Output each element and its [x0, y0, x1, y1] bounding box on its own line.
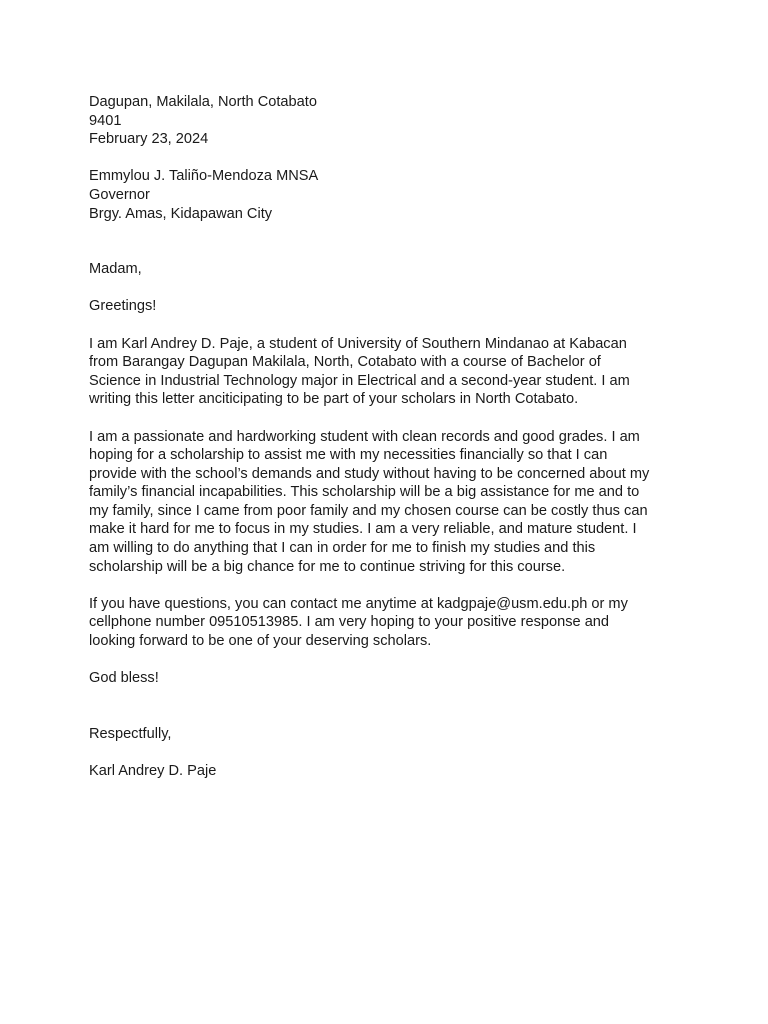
letter-date: February 23, 2024 — [89, 131, 209, 148]
greeting: Greetings! — [89, 298, 157, 315]
paragraph-line: from Barangay Dagupan Makilala, North, Cotabato with a course of Bachelor of — [89, 354, 601, 371]
sender-zip: 9401 — [89, 112, 122, 129]
paragraph-line: hoping for a scholarship to assist me with my necessities financially so that I can — [89, 447, 608, 464]
paragraph-contact — [89, 595, 679, 651]
paragraph-line: looking forward to be one of your deserving scholars. — [89, 633, 432, 650]
closing-blessing: God bless! — [89, 670, 159, 687]
recipient-name: Emmylou J. Taliño-Mendoza MNSA — [89, 168, 319, 185]
paragraph-line: I am a passionate and hardworking student with clean records and good grades. I am — [89, 428, 640, 445]
paragraph-introduction — [89, 335, 679, 409]
paragraph-line: provide with the school’s demands and study without having to be concerned about my — [89, 465, 650, 482]
paragraph-motivation — [89, 428, 679, 577]
paragraph-line: Science in Industrial Technology major in Electrical and a second-year student. I am — [89, 372, 630, 389]
recipient-title: Governor — [89, 186, 150, 203]
paragraph-line: make it hard for me to focus in my studies. I am a very reliable, and mature student. I — [89, 521, 637, 538]
closing: Respectfully, — [89, 725, 172, 742]
recipient-address: Brgy. Amas, Kidapawan City — [89, 205, 273, 222]
salutation: Madam, — [89, 261, 142, 278]
signature-name: Karl Andrey D. Paje — [89, 763, 217, 779]
recipient-block — [89, 167, 679, 223]
paragraph-line: I am Karl Andrey D. Paje, a student of University of Southern Mindanao at Kabacan — [89, 335, 627, 352]
letter-body — [89, 93, 679, 781]
paragraph-line: family’s financial incapabilities. This scholarship will be a big assistance for me and to — [89, 484, 640, 501]
sender-address: Dagupan, Makilala, North Cotabato — [89, 94, 317, 110]
paragraph-line: scholarship will be a big chance for me to continue striving for this course. — [89, 558, 566, 575]
paragraph-line: If you have questions, you can contact me anytime at kadgpaje@usm.edu.ph or my — [89, 595, 628, 612]
paragraph-line: cellphone number 09510513985. I am very hoping to your positive response and — [89, 614, 610, 631]
paragraph-line: writing this letter anciticipating to be part of your scholars in North Cotabato. — [89, 391, 579, 408]
sender-block — [89, 93, 679, 149]
paragraph-line: my family, since I came from poor family and my chosen course can be costly thus can — [89, 502, 648, 519]
paragraph-line: am willing to do anything that I can in order for me to finish my studies and this — [89, 540, 596, 557]
